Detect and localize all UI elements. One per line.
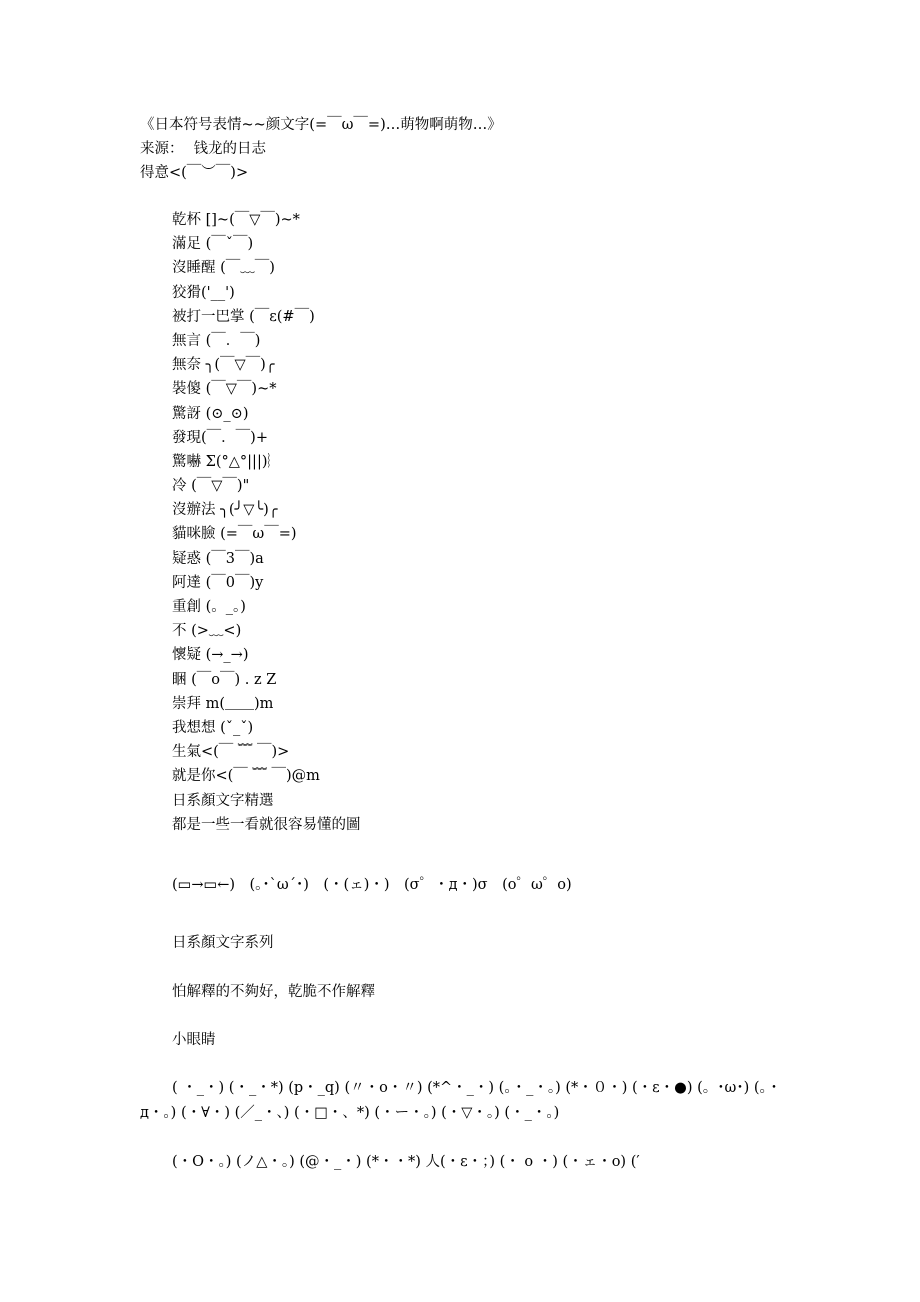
list-item: 狡猾('__')	[172, 284, 235, 301]
list-item: 無言 (￣．￣)	[172, 332, 261, 349]
list-item: 沒睡醒 (￣﹏￣)	[172, 260, 275, 277]
list-item: 沒辦法 ╮(╯▽╰)╭	[172, 502, 278, 519]
list-item: 日系顏文字精選	[172, 792, 274, 809]
list-item: 不 (>﹏<)	[172, 623, 242, 640]
list-item: 驚嚇 Σ(°△°|||)︴	[172, 453, 282, 470]
list-item: 被打一巴掌 (￣ε(#￣)	[172, 308, 315, 325]
section-note: 怕解釋的不夠好，乾脆不作解釋	[172, 984, 375, 1000]
list-item: 疑惑 (￣3￣)a	[172, 550, 264, 567]
source-value: 钱龙的日志	[193, 141, 266, 157]
proud-emoticon: 得意<(￣︶￣)>	[140, 165, 249, 181]
document-header	[140, 113, 840, 185]
list-item: 我想想 (ˇ_ˇ)	[172, 719, 254, 736]
document-title: 《日本符号表情~~颜文字(=￣ω￣=)…萌物啊萌物…》	[140, 117, 502, 133]
section-title: 日系顏文字系列	[172, 935, 274, 951]
source-label: 来源：	[140, 141, 184, 157]
list-item: 重創 (。_。)	[172, 599, 246, 615]
list-item: 都是一些一看就很容易懂的圖	[172, 816, 361, 833]
list-item: 驚訝 (⊙_⊙)	[172, 405, 249, 422]
subsection-title: 小眼睛	[172, 1032, 216, 1048]
list-item: 懷疑 (→_→)	[172, 647, 249, 664]
list-item: 生氣<(￣ ﹌ ￣)>	[172, 744, 290, 761]
source-line	[140, 137, 840, 161]
list-item: 貓咪臉 (=￣ω￣=)	[172, 526, 297, 543]
list-item: 滿足 (￣ˇ￣)	[172, 236, 254, 253]
list-item: 阿達 (￣0￣)y	[172, 574, 264, 591]
list-item: 睏 (￣o￣) . z Z	[172, 671, 277, 688]
list-item: 崇拜 m(＿＿)m	[172, 695, 274, 712]
list-item: 發現(￣．￣)+	[172, 429, 268, 446]
featured-emoticon-row: (▭→▭←) (｡･`ω´･) (・(ェ)・) (σ゜・д・)σ (o゜ω゜o)	[172, 877, 572, 893]
list-item: 無奈 ╮(￣▽￣)╭	[172, 357, 275, 374]
list-item: 冷 (￣▽￣)"	[172, 478, 250, 495]
list-item: 就是你<(￣ ﹌ ￣)@m	[172, 768, 320, 785]
list-item: 裝傻 (￣▽￣)~*	[172, 381, 277, 398]
small-eyes-paragraph-1: ( ・_・) (・_・*) (p・_q) (〃・o・〃) (*^・_・) (。・_・。) (*・０・) (・ε・●) (。･ω･) (。・д・。) (・∀・) (／_・、) (・□・、*) (・ー・。) (・▽・。) (・_・。)	[140, 1080, 782, 1121]
list-item: 乾杯 []~(￣▽￣)~*	[172, 212, 300, 228]
emoticon-list	[172, 208, 852, 837]
small-eyes-paragraph-2: (・O・。) (ノ△・。) (@・_・) (*・・*) 人(・ε・；) (・ o ・) (・ェ・o) (′	[172, 1154, 640, 1170]
